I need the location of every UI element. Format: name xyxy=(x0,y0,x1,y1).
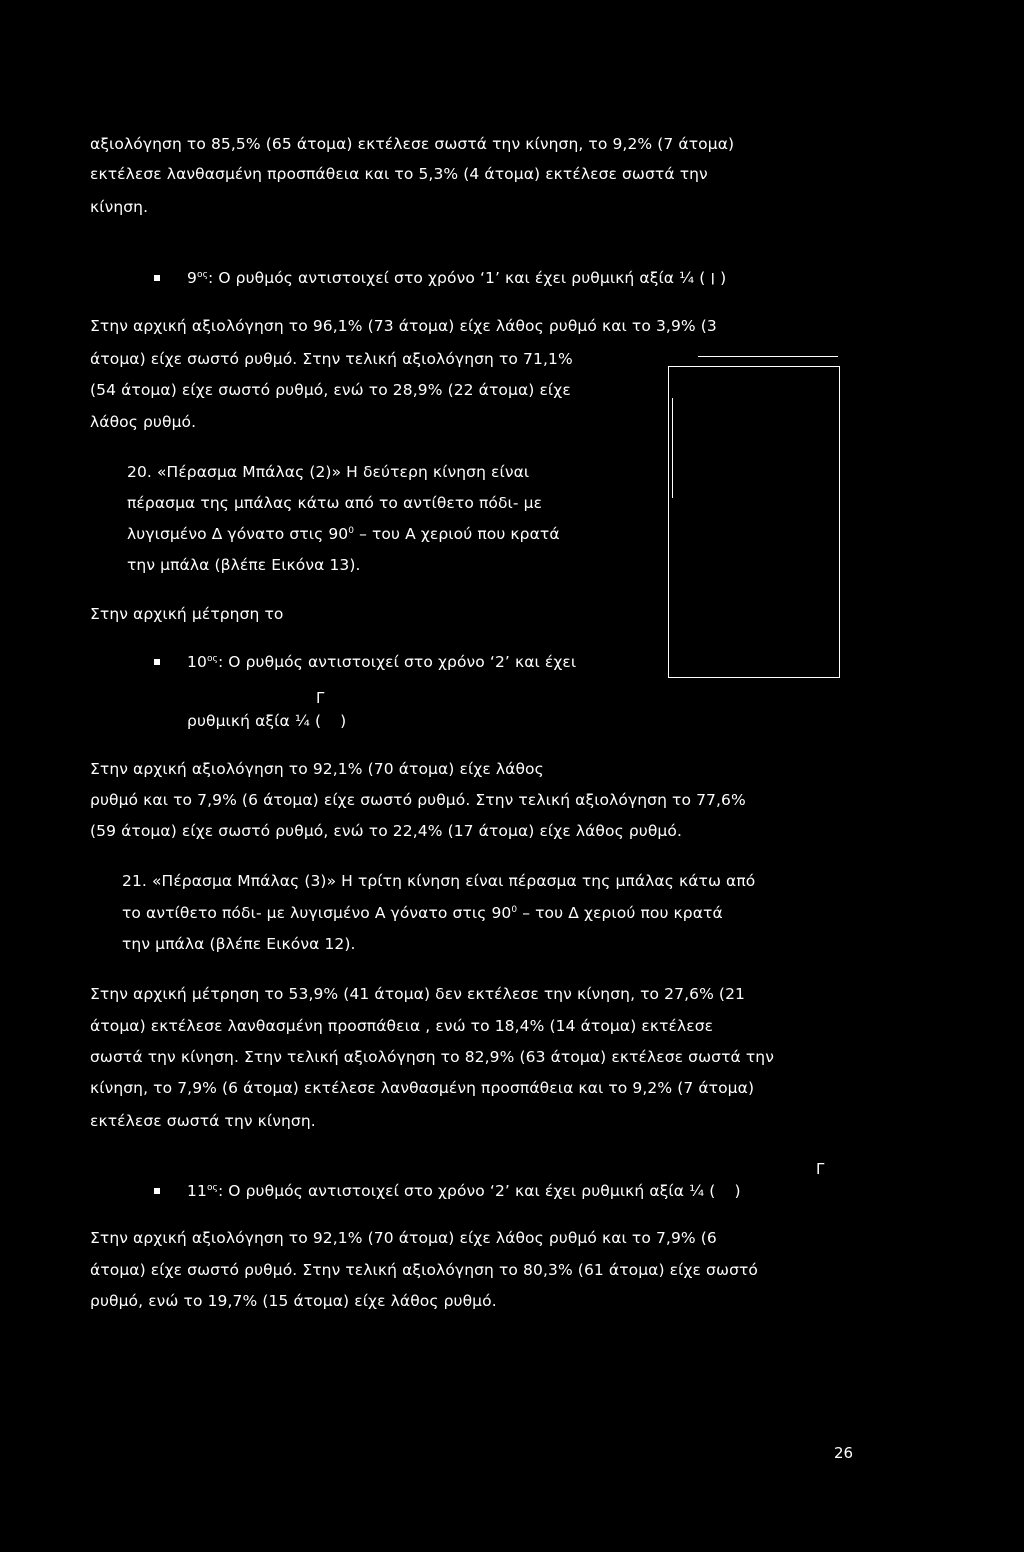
item-20-line-3-b: – του Α χεριού που κρατά xyxy=(354,525,560,543)
rhythm-11-result-line-3: ρυθμό, ενώ το 19,7% (15 άτομα) είχε λάθος ρυθμό. xyxy=(90,1292,497,1310)
note-icon: Γ xyxy=(316,689,325,707)
rhythm-10-result-line-3: (59 άτομα) είχε σωστό ρυθμό, ενώ το 22,4% (17 άτομα) είχε λάθος ρυθμό. xyxy=(90,822,682,840)
figure-top-rule xyxy=(698,356,838,357)
rhythm-10-result-line-1: Στην αρχική αξιολόγηση το 92,1% (70 άτομα) είχε λάθος xyxy=(90,760,544,778)
degree-sup: 0 xyxy=(348,525,355,536)
bullet-icon xyxy=(154,1188,160,1194)
item-20-line-2: πέρασμα της μπάλας κάτω από το αντίθετο πόδι- με xyxy=(127,494,543,512)
intro-line-2: εκτέλεσε λανθασμένη προσπάθεια και το 5,3% (4 άτομα) εκτέλεσε σωστά την xyxy=(90,165,708,183)
rhythm-9-result-line-1: Στην αρχική αξιολόγηση το 96,1% (73 άτομα) είχε λάθος ρυθμό και το 3,9% (3 xyxy=(90,317,717,335)
rhythm-10-line-1 xyxy=(187,652,576,672)
rhythm-11-text-a: : Ο ρυθμός αντιστοιχεί στο χρόνο ‘2’ και έχει ρυθμική αξία ¼ ( xyxy=(217,1182,716,1200)
rhythm-11-result-line-2: άτομα) είχε σωστό ρυθμό. Στην τελική αξιολόγηση το 80,3% (61 άτομα) είχε σωστό xyxy=(90,1261,759,1279)
item-21-measure-line-1: Στην αρχική μέτρηση το 53,9% (41 άτομα) δεν εκτέλεσε την κίνηση, το 27,6% (21 xyxy=(90,985,746,1003)
item-21-measure-line-3: σωστά την κίνηση. Στην τελική αξιολόγηση το 82,9% (63 άτομα) εκτέλεσε σωστά την xyxy=(90,1048,774,1066)
rhythm-11-number: 11 xyxy=(187,1182,207,1200)
rhythm-9-ordinal: ος xyxy=(196,269,208,280)
rhythm-9-result-line-3: (54 άτομα) είχε σωστό ρυθμό, ενώ το 28,9% (22 άτομα) είχε xyxy=(90,381,571,399)
rhythm-9-result-line-2: άτομα) είχε σωστό ρυθμό. Στην τελική αξιολόγηση το 71,1% xyxy=(90,350,573,368)
item-21-measure-line-5: εκτέλεσε σωστά την κίνηση. xyxy=(90,1112,316,1130)
rhythm-10-line-2 xyxy=(187,711,346,731)
intro-line-1: αξιολόγηση το 85,5% (65 άτομα) εκτέλεσε σωστά την κίνηση, το 9,2% (7 άτομα) xyxy=(90,135,735,153)
item-20-measure: Στην αρχική μέτρηση το xyxy=(90,605,284,623)
rhythm-11-ordinal: ος xyxy=(206,1182,218,1193)
intro-line-3: κίνηση. xyxy=(90,198,149,216)
figure-edge-mark xyxy=(672,398,673,498)
rhythm-10-value-a: ρυθμική αξία ¼ ( xyxy=(187,712,322,730)
rhythm-9-text: : Ο ρυθμός αντιστοιχεί στο χρόνο ‘1’ και έχει ρυθμική αξία ¼ ( ׀ ) xyxy=(207,269,727,287)
rhythm-11-text-b: ) xyxy=(734,1182,741,1200)
item-20-line-4: την μπάλα (βλέπε Εικόνα 13). xyxy=(127,556,361,574)
rhythm-11-line xyxy=(187,1181,741,1201)
rhythm-10-number: 10 xyxy=(187,653,207,671)
rhythm-11-result-line-1: Στην αρχική αξιολόγηση το 92,1% (70 άτομα) είχε λάθος ρυθμό και το 7,9% (6 xyxy=(90,1229,717,1247)
bullet-icon xyxy=(154,275,160,281)
rhythm-9-number: 9 xyxy=(187,269,197,287)
item-20-line-3 xyxy=(127,524,560,544)
rhythm-10-value-b: ) xyxy=(340,712,347,730)
note-icon: Γ xyxy=(816,1160,825,1178)
rhythm-9-result-line-4: λάθος ρυθμό. xyxy=(90,413,197,431)
item-21-measure-line-2: άτομα) εκτέλεσε λανθασμένη προσπάθεια , ενώ το 18,4% (14 άτομα) εκτέλεσε xyxy=(90,1017,714,1035)
rhythm-9-line xyxy=(187,268,726,288)
figure-frame xyxy=(668,366,840,678)
item-21-line-2 xyxy=(122,903,723,923)
item-20-line-1: 20. «Πέρασμα Μπάλας (2)» Η δεύτερη κίνηση είναι xyxy=(127,463,530,481)
bullet-icon xyxy=(154,659,160,665)
item-21-line-2-a: το αντίθετο πόδι- με λυγισμένο Α γόνατο στις 90 xyxy=(122,904,512,922)
rhythm-10-text: : Ο ρυθμός αντιστοιχεί στο χρόνο ‘2’ και έχει xyxy=(217,653,577,671)
item-21-line-1: 21. «Πέρασμα Μπάλας (3)» Η τρίτη κίνηση είναι πέρασμα της μπάλας κάτω από xyxy=(122,872,756,890)
item-21-measure-line-4: κίνηση, το 7,9% (6 άτομα) εκτέλεσε λανθασμένη προσπάθεια και το 9,2% (7 άτομα) xyxy=(90,1079,755,1097)
page-number: 26 xyxy=(834,1444,854,1462)
item-20-line-3-a: λυγισμένο Δ γόνατο στις 90 xyxy=(127,525,349,543)
item-21-line-3: την μπάλα (βλέπε Εικόνα 12). xyxy=(122,935,356,953)
rhythm-10-result-line-2: ρυθμό και το 7,9% (6 άτομα) είχε σωστό ρυθμό. Στην τελική αξιολόγηση το 77,6% xyxy=(90,791,746,809)
item-21-line-2-b: – του Δ χεριού που κρατά xyxy=(517,904,723,922)
rhythm-10-ordinal: ος xyxy=(206,653,218,664)
degree-sup: 0 xyxy=(511,904,518,915)
